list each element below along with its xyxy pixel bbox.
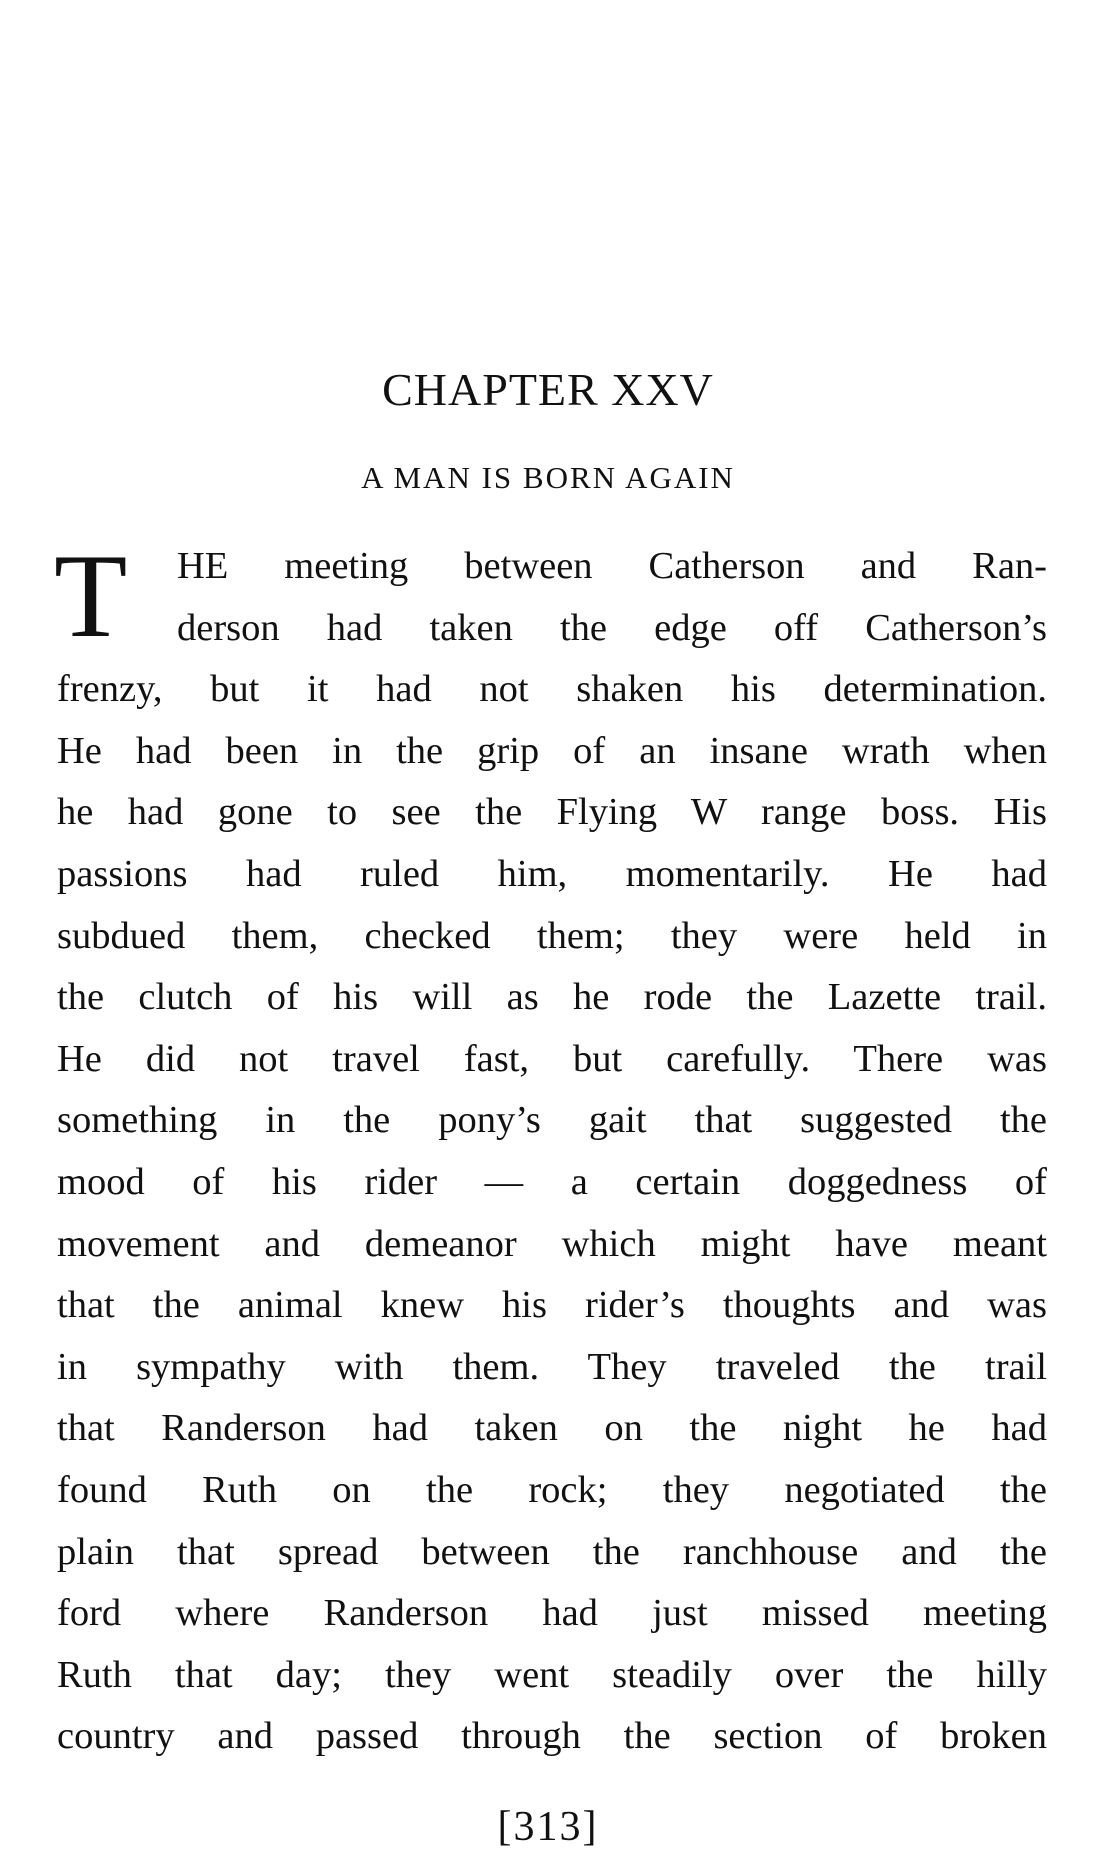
- text-line: Ruth that day; they went steadily over the hilly: [57, 1653, 1047, 1696]
- text-line: that the animal knew his rider’s thoughts and was: [57, 1284, 1047, 1327]
- text-line: derson had taken the edge off Catherson’s: [177, 606, 1047, 649]
- page-number: [313]: [497, 1804, 599, 1850]
- text-line: He had been in the grip of an insane wrath when: [57, 729, 1047, 772]
- body-text: [57, 536, 1047, 1768]
- text-line: country and passed through the section of broken: [57, 1715, 1047, 1758]
- text-line: found Ruth on the rock; they negotiated the: [57, 1468, 1047, 1511]
- drop-cap: T: [54, 529, 128, 662]
- text-line: that Randerson had taken on the night he had: [57, 1407, 1047, 1450]
- text-line: movement and demeanor which might have meant: [57, 1222, 1047, 1265]
- chapter-subtitle: A MAN IS BORN AGAIN: [361, 460, 735, 495]
- text-line: HE meeting between Catherson and Ran-: [177, 545, 1047, 587]
- chapter-title: CHAPTER XXV: [382, 364, 714, 415]
- text-line: subdued them, checked them; they were held in: [57, 914, 1047, 957]
- text-line: he had gone to see the Flying W range boss. His: [57, 791, 1047, 834]
- text-line: in sympathy with them. They traveled the trail: [57, 1345, 1047, 1388]
- text-line: the clutch of his will as he rode the Lazette trail.: [57, 976, 1047, 1019]
- text-line: He did not travel fast, but carefully. There was: [57, 1037, 1047, 1080]
- text-line: something in the pony’s gait that suggested the: [57, 1099, 1047, 1142]
- text-line: mood of his rider — a certain doggedness of: [57, 1160, 1047, 1203]
- text-line: plain that spread between the ranchhouse and the: [57, 1530, 1047, 1573]
- text-line: passions had ruled him, momentarily. He had: [57, 852, 1047, 895]
- text-line: frenzy, but it had not shaken his determination.: [57, 668, 1047, 711]
- text-line: ford where Randerson had just missed meeting: [57, 1592, 1047, 1635]
